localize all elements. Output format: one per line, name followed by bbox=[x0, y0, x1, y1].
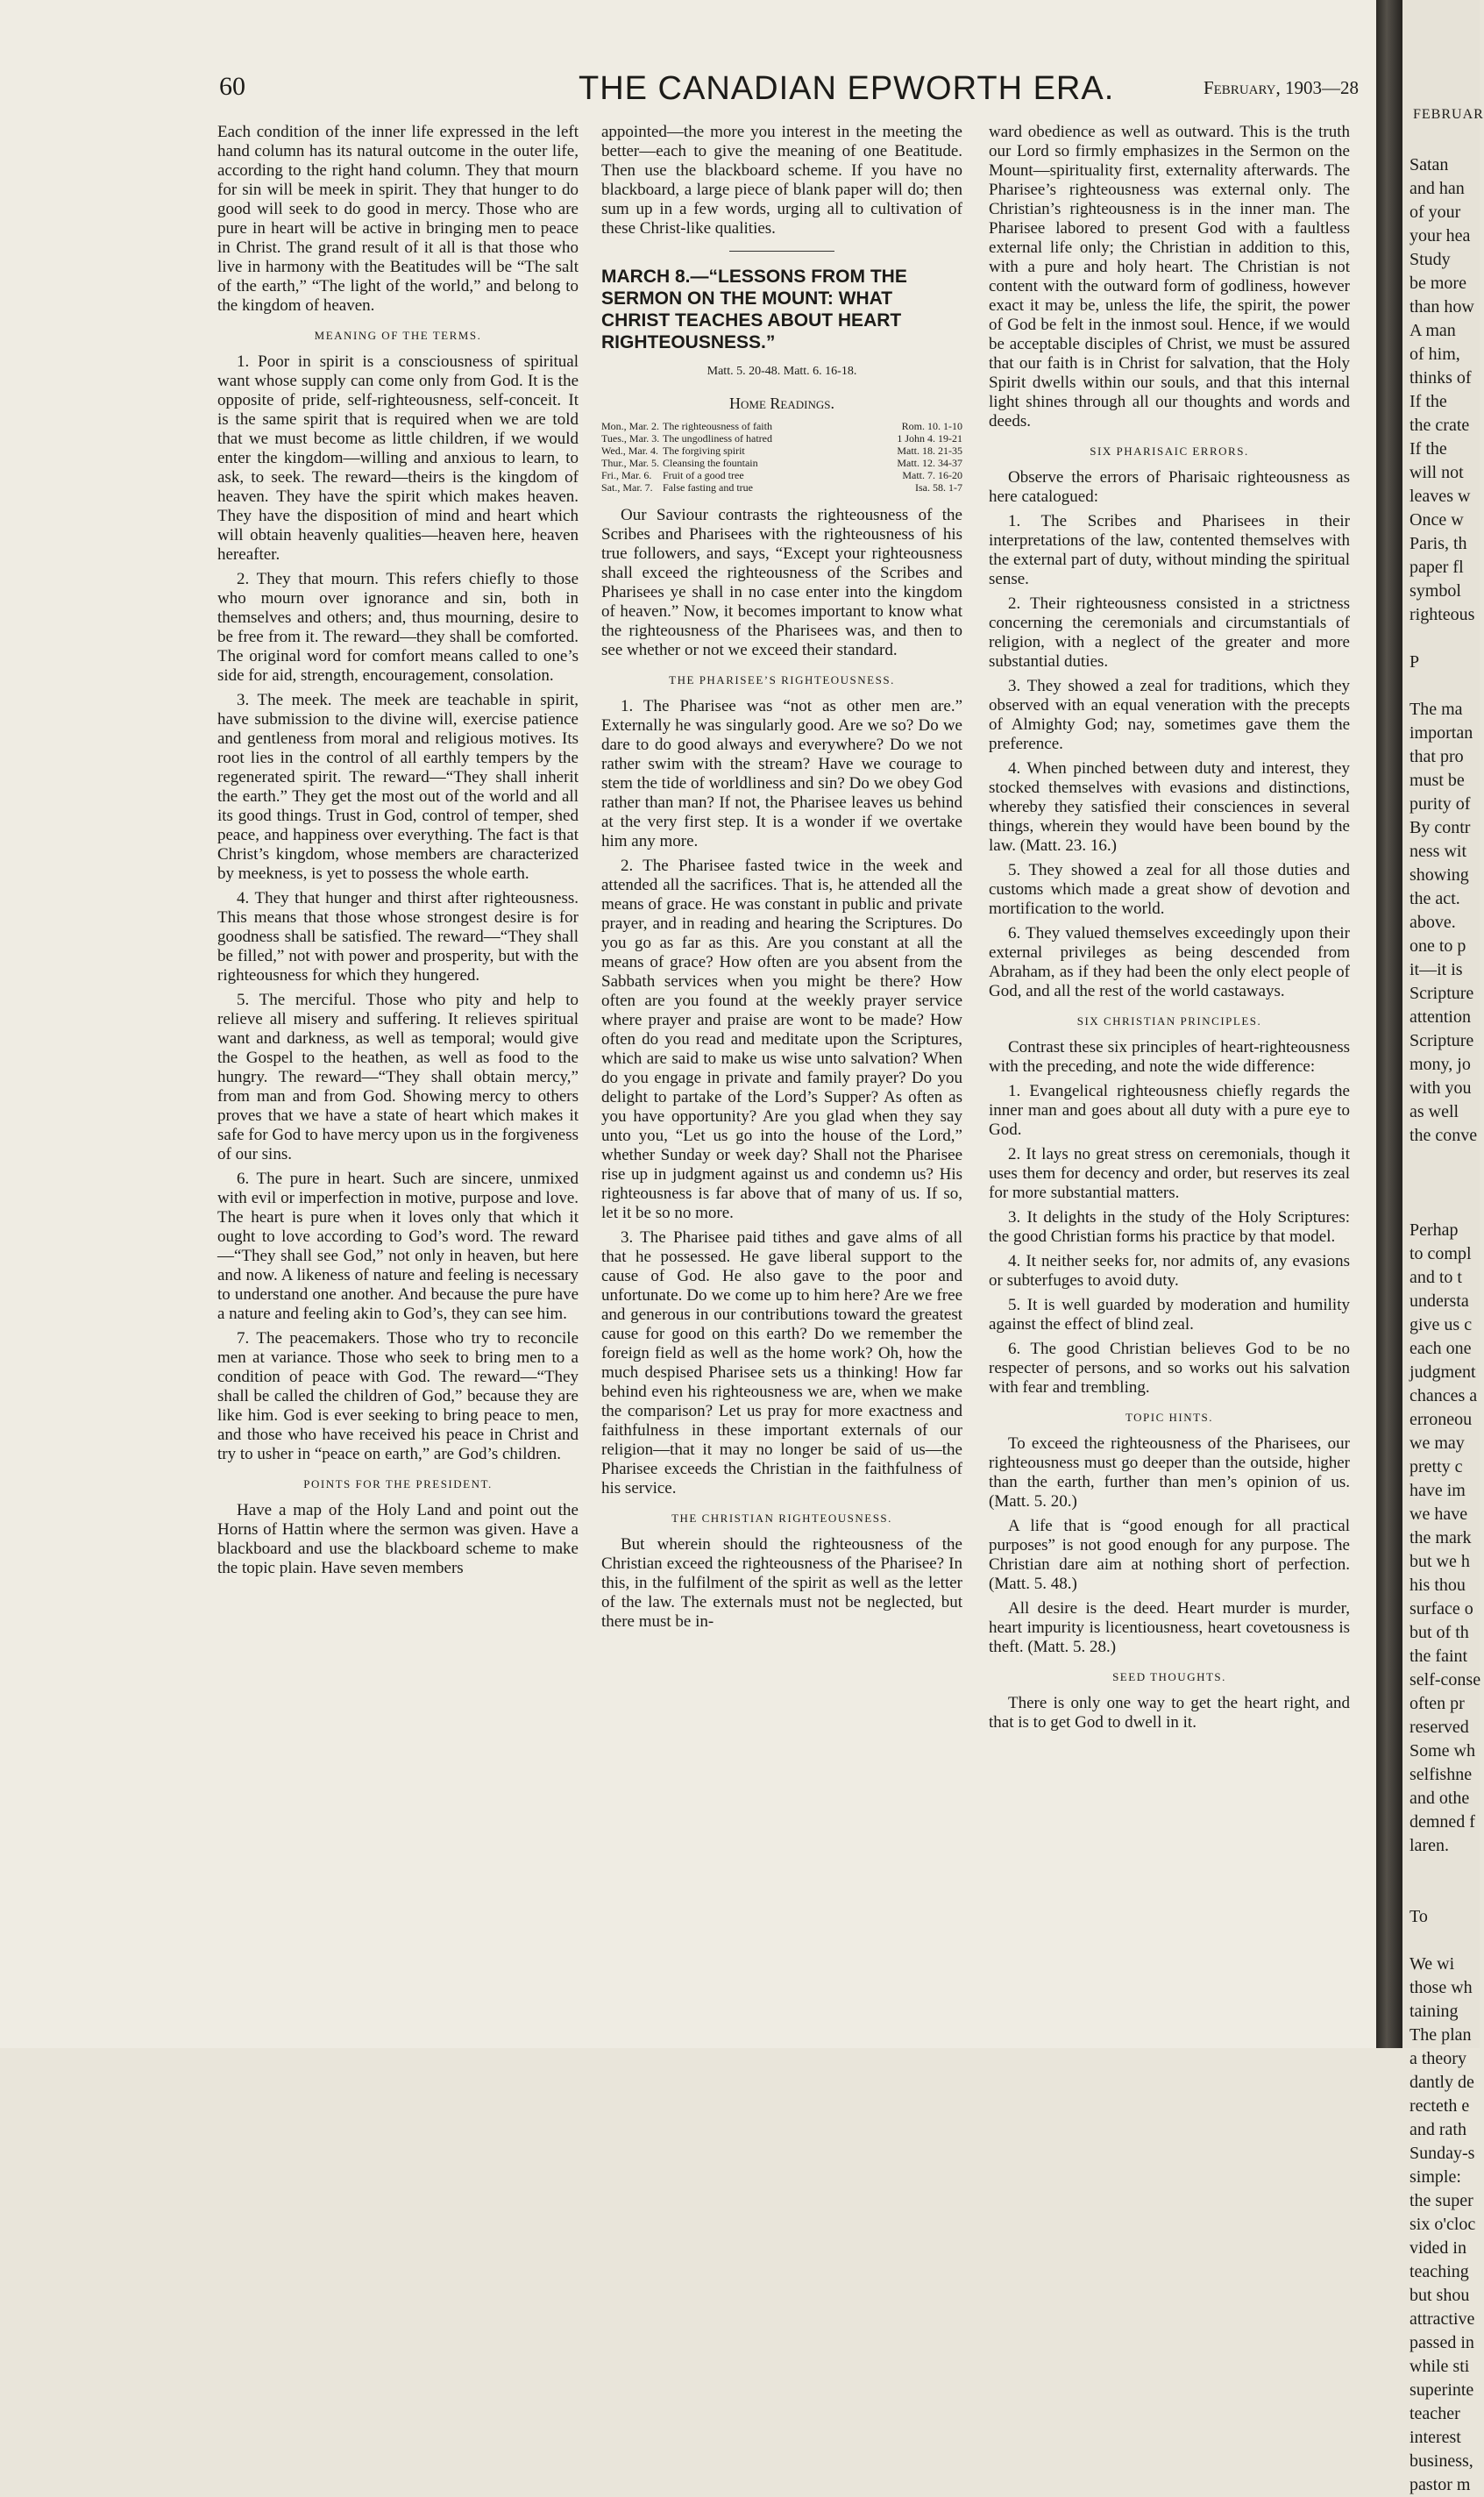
home-readings-list bbox=[601, 420, 962, 494]
adjacent-page-line: showing bbox=[1409, 865, 1469, 885]
adjacent-page-line: The ma bbox=[1409, 700, 1463, 719]
scripture-reference: Matt. 5. 20-48. Matt. 6. 16-18. bbox=[706, 365, 857, 378]
book-gutter bbox=[1376, 0, 1402, 2048]
term-paragraph: 1. Poor in spirit is a consciousness of spiritual want whose supply can come only from God. It is the opposite of pride, self-righteousness, self-conceit. It is the same spirit that is required when we are told that we must become as little children, if we would enter the kingdom—willing and anxious to learn, to ask, to seek. The reward—theirs is the kingdom of heaven. They have the spirit which makes heaven. They have the disposition of mind and heart which will obtain heavenly qualities—heaven here, heaven hereafter. bbox=[217, 352, 579, 564]
adjacent-page-line: Satan bbox=[1409, 155, 1449, 174]
adjacent-page-line: but we h bbox=[1409, 1552, 1470, 1571]
adjacent-page-line: righteous bbox=[1409, 605, 1475, 624]
adjacent-page-line: selfishne bbox=[1409, 1765, 1473, 1784]
pharisee-paragraph: 2. The Pharisee fasted twice in the week and attended all the sacrifices. That is, he attended all the means of grace. He was constant in public and private prayer, and in reading and hearing the Scriptures. Do you go as far as this. Are you constant at all the means of grace? How often are you absent from the Sabbath services when you might be there? How often are you found at the weekly prayer service where prayer and praise are wont to be made? How often do you read and meditate upon the Scriptures, which are said to make us wise unto salvation? When do you engage in private and family prayer? Do you delight to partake of the Lord’s Supper? As often as you have opportunity? Are you glad when they say unto you, “Let us go into the house of the Lord,” whether Sunday or week day? Shall not the Pharisee rise up in judgment against us and condemn us? His righteousness is far above that of many of us. If so, let it be so no more. bbox=[601, 857, 962, 1222]
error-paragraph: 6. They valued themselves exceedingly upon their external privileges as being descended from Abraham, as if they had been the only elect people of God, and all the rest of the world castaways. bbox=[989, 924, 1350, 1000]
reading-row bbox=[601, 469, 962, 481]
reading-row bbox=[601, 420, 962, 432]
adjacent-page-text bbox=[1409, 153, 1481, 2497]
adjacent-page-line bbox=[1409, 674, 1476, 698]
reading-day: Wed., Mar. 4. bbox=[601, 445, 659, 457]
hint-paragraph: To exceed the righteousness of the Pharisees, our righteousness must go deeper than the outside, higher than the earth, further than men’s opinion of us. (Matt. 5. 20.) bbox=[989, 1434, 1350, 1511]
adjacent-page-line: and han bbox=[1409, 179, 1465, 198]
adjacent-page-line: purity of bbox=[1409, 794, 1471, 814]
lesson-title: MARCH 8.—“LESSONS FROM THE SERMON ON THE MOUNT: WHAT CHRIST TEACHES ABOUT HEART RIGHTEOUSNESS.” bbox=[601, 267, 907, 352]
adjacent-page-line bbox=[1409, 1148, 1476, 1171]
adjacent-page-line: Scripture bbox=[1409, 984, 1474, 1003]
errors-intro: Observe the errors of Pharisaic righteousness as here catalogued: bbox=[989, 468, 1350, 506]
reading-day: Mon., Mar. 2. bbox=[601, 420, 659, 432]
adjacent-page-line bbox=[1409, 1882, 1476, 1905]
adjacent-page-line: leaves w bbox=[1409, 487, 1471, 506]
adjacent-page-line: the super bbox=[1409, 2191, 1473, 2210]
reading-title: Fruit of a good tree bbox=[663, 469, 744, 481]
pharisee-paragraph: 1. The Pharisee was “not as other men are.” Externally he was singularly good. Are we so? Do we dare to do good always and everywhere? Do we not rather swim with the stream? Have we courage to stem the tide of worldliness and sin? Do we obey God rather than man? If not, the Pharisee leaves us behind at the very first step. It is a wonder if we overtake him any more. bbox=[601, 697, 962, 850]
adjacent-page-line: a theory bbox=[1409, 2049, 1466, 2068]
term-paragraph: 4. They that hunger and thirst after righteousness. This means that those whose strongest desire is for goodness shall be satisfied. The reward—“They shall be filled,” not with power and prosperity, but with the righteousness for which they hungered. bbox=[217, 889, 579, 985]
page-header bbox=[219, 65, 1359, 117]
adjacent-page-line: importan bbox=[1409, 723, 1473, 743]
term-paragraph: 3. The meek. The meek are teachable in spirit, have submission to the divine will, exercise patience and gentleness from moral and religious motives. Its root lies in the control of all earthly tempers by the regenerated spirit. The reward—“They shall inherit the earth.” They get the most out of the world and all its good things. Trust in God, control of temper, shed peace, and happiness over everything. The fact is that Christ’s kingdom, whose members are characterized by meekness, is yet to possess the whole earth. bbox=[217, 691, 579, 883]
reading-row bbox=[601, 445, 962, 457]
adjacent-page-line: his thou bbox=[1409, 1576, 1466, 1595]
adjacent-page-line: business, bbox=[1409, 2451, 1473, 2471]
adjacent-page-header: FEBRUAR bbox=[1413, 107, 1484, 122]
adjacent-page-line: understa bbox=[1409, 1291, 1469, 1311]
reading-title: The ungodliness of hatred bbox=[663, 432, 772, 445]
meaning-heading: MEANING OF THE TERMS. bbox=[314, 329, 482, 342]
adjacent-page-line: teaching bbox=[1409, 2262, 1469, 2281]
reading-ref: Matt. 18. 21-35 bbox=[897, 445, 962, 457]
adjacent-page-line: Paris, th bbox=[1409, 534, 1467, 553]
adjacent-page-line: your hea bbox=[1409, 226, 1471, 245]
reading-row bbox=[601, 457, 962, 469]
adjacent-page-line: demned f bbox=[1409, 1812, 1475, 1832]
hints-heading: TOPIC HINTS. bbox=[1125, 1411, 1214, 1424]
adjacent-page-line: the crate bbox=[1409, 416, 1470, 435]
adjacent-page-line: have im bbox=[1409, 1481, 1466, 1500]
column-3 bbox=[989, 123, 1350, 2008]
reading-title: The forgiving spirit bbox=[663, 445, 745, 457]
adjacent-page-line: give us c bbox=[1409, 1315, 1473, 1334]
term-paragraph: 7. The peacemakers. Those who try to reconcile men at variance. Those who seek to bring men to a condition of peace with God. The reward—“They shall be called the children of God,” because they are like him. God is ever seeking to bring peace to men, and those who have received his peace in Christ and try to usher in “peace on earth,” are God’s children. bbox=[217, 1329, 579, 1463]
adjacent-page-line: but of th bbox=[1409, 1623, 1469, 1642]
adjacent-page-line: we have bbox=[1409, 1505, 1468, 1524]
adjacent-page-line: attention bbox=[1409, 1007, 1471, 1027]
lesson-intro-paragraph: Our Saviour contrasts the righteousness of the Scribes and Pharisees with the righteousness of his true followers, and says, “Except your righteousness shall exceed the righteousness of the Scribes and Pharisees ye shall in no case enter into the kingdom of heaven.” Now, it becomes important to know what the righteousness of the Pharisees was, and then to see whether or not we exceed their standard. bbox=[601, 506, 962, 659]
adjacent-page-line: A man bbox=[1409, 321, 1456, 340]
adjacent-page-line bbox=[1409, 1858, 1476, 1882]
error-paragraph: 2. Their righteousness consisted in a strictness concerning the ceremonials and circumstantials of religion, with a neglect of the greater and more substantial duties. bbox=[989, 594, 1350, 671]
principle-paragraph: 5. It is well guarded by moderation and humility against the effect of blind zeal. bbox=[989, 1296, 1350, 1334]
reading-ref: Matt. 12. 34-37 bbox=[897, 457, 962, 469]
reading-title: False fasting and true bbox=[663, 481, 753, 494]
adjacent-page-line: reserved bbox=[1409, 1718, 1469, 1737]
adjacent-page-line: and rath bbox=[1409, 2120, 1466, 2139]
adjacent-page-line: the act. bbox=[1409, 889, 1460, 908]
adjacent-page-line bbox=[1409, 1171, 1476, 1195]
adjacent-page-line: of your bbox=[1409, 203, 1461, 222]
adjacent-page-line: must be bbox=[1409, 771, 1465, 790]
president-paragraph: Have a map of the Holy Land and point out the Horns of Hattin where the sermon was given. Have a blackboard and use the blackboard scheme to make the topic plain. Have seven members bbox=[217, 1501, 579, 1577]
hint-paragraph: All desire is the deed. Heart murder is murder, heart impurity is licentiousness, heart covetousness is theft. (Matt. 5. 28.) bbox=[989, 1599, 1350, 1656]
adjacent-page-line: Sunday-s bbox=[1409, 2144, 1475, 2163]
adjacent-page-line: passed in bbox=[1409, 2333, 1474, 2352]
adjacent-page-line: to compl bbox=[1409, 1244, 1472, 1263]
error-paragraph: 3. They showed a zeal for traditions, which they observed with an equal veneration with the precepts of Almighty God; nay, sometimes gave them the preference. bbox=[989, 677, 1350, 753]
adjacent-page-line: that pro bbox=[1409, 747, 1464, 766]
adjacent-page-line bbox=[1409, 627, 1476, 651]
error-paragraph: 4. When pinched between duty and interest, they stocked themselves with evasions and distinctions, whereby they satisfied their consciences in several things, wherein they would have been bound by the law. (Matt. 23. 16.) bbox=[989, 759, 1350, 855]
adjacent-page-line: as well bbox=[1409, 1102, 1459, 1121]
intro-paragraph: Each condition of the inner life expressed in the left hand column has its natural outcome in the outer life, according to the right hand column. They that mourn for sin will be meek in spirit. They that hunger to do good will seek to do good in mercy. Those who are pure in heart will be active in bringing men to peace in Christ. The grand result of it all is that those who live in harmony with the Beatitudes will be “The salt of the earth,” “The light of the world,” and belong to the kingdom of heaven. bbox=[217, 123, 579, 315]
adjacent-page-line: P bbox=[1409, 652, 1420, 672]
adjacent-page-line: self-conse bbox=[1409, 1670, 1481, 1690]
reading-day: Tues., Mar. 3. bbox=[601, 432, 660, 445]
adjacent-page-line: the mark bbox=[1409, 1528, 1472, 1547]
column-2 bbox=[601, 123, 962, 2008]
principle-paragraph: 1. Evangelical righteousness chiefly regards the inner man and goes about all duty with a pure eye to God. bbox=[989, 1082, 1350, 1139]
reading-title: Cleansing the fountain bbox=[663, 457, 758, 469]
reading-day: Fri., Mar. 6. bbox=[601, 469, 652, 481]
adjacent-page-line: and to t bbox=[1409, 1268, 1462, 1287]
adjacent-page-line: of him, bbox=[1409, 345, 1460, 364]
christian-paragraph: But wherein should the righteousness of the Christian exceed the righteousness of the Pharisee? In this, in the fulfilment of the spirit as well as the letter of the law. The externals must not be neglected, but there must be in- bbox=[601, 1535, 962, 1631]
adjacent-page-line: chances a bbox=[1409, 1386, 1478, 1405]
reading-day: Thur., Mar. 5. bbox=[601, 457, 659, 469]
adjacent-page-line: laren. bbox=[1409, 1836, 1449, 1855]
error-paragraph: 1. The Scribes and Pharisees in their interpretations of the law, contented themselves with the external part of duty, without minding the spiritual sense. bbox=[989, 512, 1350, 588]
adjacent-page-line: it—it is bbox=[1409, 960, 1463, 979]
adjacent-page-line: six o'cloc bbox=[1409, 2215, 1476, 2234]
reading-day: Sat., Mar. 7. bbox=[601, 481, 653, 494]
reading-row bbox=[601, 432, 962, 445]
christian-heading: THE CHRISTIAN RIGHTEOUSNESS. bbox=[671, 1512, 892, 1525]
adjacent-page-line: we may bbox=[1409, 1433, 1465, 1453]
adjacent-page-line: Once w bbox=[1409, 510, 1464, 530]
reading-ref: 1 John 4. 19-21 bbox=[897, 432, 962, 445]
adjacent-page-line: mony, jo bbox=[1409, 1055, 1471, 1074]
reading-ref: Isa. 58. 1-7 bbox=[915, 481, 962, 494]
adjacent-page-line: The plan bbox=[1409, 2025, 1472, 2045]
continuation-paragraph: appointed—the more you interest in the meeting the better—each to give the meaning of one Beatitude. Then use the blackboard scheme. If you have no blackboard, a large piece of blank paper will do; then sum up in a few words, urging all to cultivation of these Christ-like qualities. bbox=[601, 123, 962, 238]
principle-paragraph: 6. The good Christian believes God to be no respecter of persons, and so works out his salvation with fear and trembling. bbox=[989, 1340, 1350, 1397]
error-paragraph: 5. They showed a zeal for all those duties and customs which made a great show of devotion and mortification to the world. bbox=[989, 861, 1350, 918]
column-1 bbox=[217, 123, 579, 2008]
term-paragraph: 6. The pure in heart. Such are sincere, unmixed with evil or imperfection in motive, purpose and love. The heart is pure when it loves only that which it ought to love according to God’s word. The reward—“They shall see God,” not only in heaven, but here and now. A likeness of nature and feeling is necessary to understand one another. And because the pure have a nature and feeling akin to God’s, they can see him. bbox=[217, 1170, 579, 1323]
adjacent-page-line: Study bbox=[1409, 250, 1451, 269]
reading-title: The righteousness of faith bbox=[663, 420, 772, 432]
adjacent-page-line: interest bbox=[1409, 2428, 1461, 2447]
adjacent-page-line: paper fl bbox=[1409, 558, 1464, 577]
adjacent-page-line: If the bbox=[1409, 392, 1447, 411]
section-divider bbox=[729, 251, 834, 252]
adjacent-page-line: be more bbox=[1409, 274, 1466, 293]
seed-paragraph: There is only one way to get the heart right, and that is to get God to dwell in it. bbox=[989, 1694, 1350, 1732]
adjacent-page-line: By contr bbox=[1409, 818, 1471, 837]
adjacent-page-line: superinte bbox=[1409, 2380, 1474, 2400]
adjacent-page-line: recteth e bbox=[1409, 2096, 1470, 2116]
adjacent-page-line: but shou bbox=[1409, 2286, 1470, 2305]
adjacent-page-line: and othe bbox=[1409, 1789, 1470, 1808]
issue-date: February, 1903—28 bbox=[1203, 77, 1359, 98]
term-paragraph: 5. The merciful. Those who pity and help to relieve all misery and suffering. It relieves spiritual want and darkness, as well as temporal; would give the Gospel to the heathen, as well as food to the hungry. The reward—“They shall obtain mercy,” from man and from God. Showing mercy to others proves that we have a state of heart which makes it safe for God to have mercy upon us in the forgiveness of our sins. bbox=[217, 991, 579, 1163]
president-heading: POINTS FOR THE PRESIDENT. bbox=[303, 1477, 493, 1490]
adjacent-page-line: If the bbox=[1409, 439, 1447, 459]
adjacent-page-line: often pr bbox=[1409, 1694, 1465, 1713]
adjacent-page-line: while sti bbox=[1409, 2357, 1470, 2376]
adjacent-page-line: dantly de bbox=[1409, 2073, 1474, 2092]
journal-title: THE CANADIAN EPWORTH ERA. bbox=[579, 70, 1115, 107]
hint-paragraph: A life that is “good enough for all practical purposes” is not good enough for any purpose. The Christian dare aim at nothing short of perfection. (Matt. 5. 48.) bbox=[989, 1517, 1350, 1593]
adjacent-page-line: ness wit bbox=[1409, 842, 1466, 861]
adjacent-page-line: To bbox=[1409, 1907, 1428, 1926]
adjacent-page-line: pastor m bbox=[1409, 2475, 1471, 2494]
reading-row bbox=[601, 481, 962, 494]
adjacent-page-line: surface o bbox=[1409, 1599, 1473, 1618]
adjacent-page-line: simple: bbox=[1409, 2167, 1461, 2187]
reading-ref: Matt. 7. 16-20 bbox=[902, 469, 962, 481]
adjacent-page-line bbox=[1409, 1195, 1476, 1219]
adjacent-page-line: will not bbox=[1409, 463, 1464, 482]
adjacent-page-line: pretty c bbox=[1409, 1457, 1463, 1476]
adjacent-page-line: than how bbox=[1409, 297, 1474, 317]
reading-ref: Rom. 10. 1-10 bbox=[901, 420, 962, 432]
adjacent-page-line: attractive bbox=[1409, 2309, 1475, 2329]
term-paragraph: 2. They that mourn. This refers chiefly to those who mourn over ignorance and sin, both in themselves and others; and, thus mourning, desire to be free from it. The reward—they shall be comforted. The original word for comfort means called to one’s side for aid, strength, encouragement, consolation. bbox=[217, 570, 579, 685]
adjacent-page-line: Some wh bbox=[1409, 1741, 1475, 1761]
adjacent-page-line: Scripture bbox=[1409, 1031, 1474, 1050]
adjacent-page-line: erroneou bbox=[1409, 1410, 1473, 1429]
adjacent-page-line: symbol bbox=[1409, 581, 1461, 601]
adjacent-page-line: vided in bbox=[1409, 2238, 1466, 2258]
adjacent-page-line: one to p bbox=[1409, 936, 1466, 956]
principles-heading: SIX CHRISTIAN PRINCIPLES. bbox=[1076, 1014, 1262, 1028]
seed-heading: SEED THOUGHTS. bbox=[1112, 1670, 1226, 1683]
home-readings-title: Home Readings. bbox=[729, 395, 834, 412]
principle-paragraph: 3. It delights in the study of the Holy Scriptures: the good Christian forms his practice by that model. bbox=[989, 1208, 1350, 1246]
adjacent-page-line: the faint bbox=[1409, 1647, 1468, 1666]
principle-paragraph: 2. It lays no great stress on ceremonials, though it uses them for decency and order, but reserves its zeal for more substantial matters. bbox=[989, 1145, 1350, 1202]
page-number: 60 bbox=[219, 72, 245, 101]
pharisee-heading: THE PHARISEE’S RIGHTEOUSNESS. bbox=[669, 673, 895, 686]
adjacent-page-line: above. bbox=[1409, 913, 1456, 932]
adjacent-page-line: taining bbox=[1409, 2002, 1459, 2021]
adjacent-page-line: teacher bbox=[1409, 2404, 1460, 2423]
adjacent-page-line bbox=[1409, 1929, 1476, 1953]
principles-intro: Contrast these six principles of heart-righteousness with the preceding, and note the wide difference: bbox=[989, 1038, 1350, 1076]
adjacent-page-line: thinks of bbox=[1409, 368, 1472, 388]
adjacent-page-line: the conve bbox=[1409, 1126, 1478, 1145]
errors-heading: SIX PHARISAIC ERRORS. bbox=[1090, 445, 1249, 458]
adjacent-page-line: each one bbox=[1409, 1339, 1472, 1358]
adjacent-page-line: Perhap bbox=[1409, 1220, 1459, 1240]
pharisee-paragraph: 3. The Pharisee paid tithes and gave alms of all that he possessed. He gave liberal support to the cause of God. He also gave to the poor and unfortunate. Do we come up to him here? Are we free and generous in our contributions toward the greatest cause for good on this earth? Do we remember the foreign field as well as the home work? Oh, how the much despised Pharisee sets us a thinking! How far behind even his righteousness we are, when we make the comparison? Let us pray for more exactness and faithfulness in these important externals of our religion—that it may no longer be said of us—the Pharisee exceeds the Christian in the faithfulness of his service. bbox=[601, 1228, 962, 1497]
adjacent-page-line: with you bbox=[1409, 1078, 1472, 1098]
adjacent-page-line: judgment bbox=[1409, 1362, 1476, 1382]
continuation-paragraph: ward obedience as well as outward. This is the truth our Lord so firmly emphasizes in the Sermon on the Mount—spirituality first, externality afterwards. The Pharisee’s righteousness was external only. The Christian’s righteousness is in the inner man. The Pharisee labored to present God with a faultless external life only; the Christian in addition to this, with a pure and holy heart. The Christian is not content with the outward form of godliness, however exact it may be, unless the life, the spirit, the power of God be felt in the inmost soul. Hence, if we would be acceptable disciples of Christ, we must be assured that our faith is in Christ for salvation, that the Holy Spirit dwells within our souls, and that this internal light shines through all our thoughts and words and deeds. bbox=[989, 123, 1350, 430]
adjacent-page-line: those wh bbox=[1409, 1978, 1473, 1997]
adjacent-page-line: We wi bbox=[1409, 1954, 1455, 1974]
adjacent-page-edge bbox=[1402, 0, 1484, 2494]
principle-paragraph: 4. It neither seeks for, nor admits of, any evasions or subterfuges to avoid duty. bbox=[989, 1252, 1350, 1290]
